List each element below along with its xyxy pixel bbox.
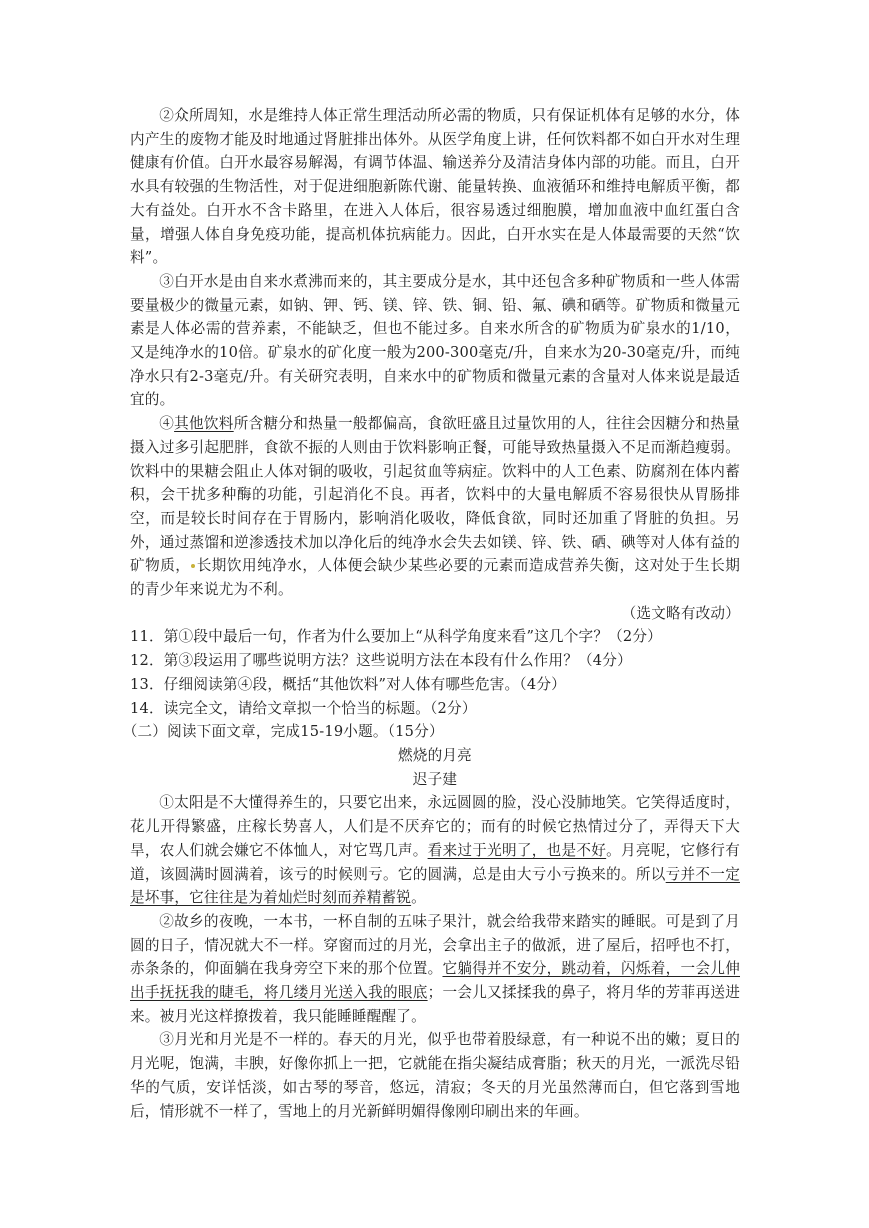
underlined-sentence-3: 它躺得并不安分，跳动着，闪烁着，一会儿伸出手抚抚我的睫毛，将几缕月光送入我的眼底 — [130, 960, 740, 1002]
question-12: 12．第③段运用了哪些说明方法？这些说明方法在本段有什么作用？（4分） — [130, 652, 632, 670]
paragraph-2: ②众所周知，水是维持人体正常生理活动所必需的物质，只有保证机体有足够的水分，体内产生的废物才能及时地通过肾脏排出体外。从医学角度上讲，任何饮料都不如白开水对生理健康有价值。白开水最容易解渴，有调节体温、输送养分及清洁身体内部的功能。而且，白开水具有较强的生物活性，对于促进细胞新陈代谢、能量转换、血液循环和维持电解质平衡，都大有益处。白开水不含卡路里，在进入人体后，很容易透过细胞膜，增加血液中血红蛋白含量，增强人体自身免疫功能，提高机体抗病能力。因此，白开水实在是人体最需要的天然“饮料”。 — [130, 107, 740, 267]
article-paragraph-1 — [130, 791, 740, 910]
underlined-sentence-2: 亏并不一定是坏事，它往往是为着灿烂时刻而养精蓄锐 — [130, 865, 740, 907]
question-13: 13．仔细阅读第④段，概括“其他饮料”对人体有哪些危害。（4分） — [130, 675, 566, 693]
underlined-phrase-other-drinks: 其他饮料 — [174, 415, 234, 433]
article-p1-text-b: 。月亮呢，它修行有道，该圆满时圆满着，该亏的时候则亏。它的圆满，总是由大亏小亏换来的。所以 — [130, 841, 740, 883]
paragraph-4-text-a: 所含糖分和热量一般都偏高，食欲旺盛且过量饮用的人，往往会因糖分和热量摄入过多引起肥胖，食欲不振的人则由于饮料影响正餐，可能导致热量摄入不足而渐趋瘦弱。饮料中的果糖会阻止人体对铜的吸收，引起贫血等病症。饮料中的人工色素、防腐剂在体内蓄积，会干扰多种酶的功能，引起消化不良。再者，饮料中的大量电解质不容易很快从胃肠排空，而是较长时间存在于胃肠内，影响消化吸收，降低食欲，同时还加重了肾脏的负担。另外，通过蒸馏和逆渗透技术加以净化后的纯净水会失去如镁、锌、铁、硒、碘等对人体有益的矿物质， — [130, 415, 741, 575]
paragraph-4-number: ④ — [159, 415, 175, 433]
article-p2-text-b: ；一会儿又揉揉我的鼻子，将月华的芳菲再送进来。被月光这样撩拨着，我只能睡睡醒醒了。 — [130, 984, 740, 1025]
article-paragraph-2 — [130, 910, 740, 1029]
paragraph-4-text-b: 长期饮用纯净水，人体便会缺少某些必要的元素而造成营养失衡，这对处于生长期的青少年来说尤为不利。 — [130, 557, 740, 599]
article-title: 燃烧的月亮 — [398, 746, 472, 764]
question-14: 14．读完全文，请给文章拟一个恰当的标题。（2分） — [130, 699, 477, 717]
article-p1-text-a: ①太阳是不大懂得养生的，只要它出来，永远圆圆的脸，没心没肺地笑。它笑得适度时，花儿开得繁盛，庄稼长势喜人，人们是不厌弃它的；而有的时候它热情过分了，弄得天下大旱，农人们就会嫌它不体恤人，对它骂几声。 — [130, 794, 740, 859]
article-p1-text-c: 。 — [411, 889, 426, 907]
article-paragraph-3: ③月光和月光是不一样的。春天的月光，似乎也带着股绿意，有一种说不出的嫩；夏日的月光呢，饱满，丰腴，好像你抓上一把，它就能在指尖凝结成膏脂；秋天的月光，一派洗尽铅华的气质，安详恬淡，如古琴的琴音，悠远，清寂；冬天的月光虽然薄而白，但它落到雪地后，情形就不一样了，雪地上的月光新鲜明媚得像刚印刷出来的年画。 — [130, 1031, 740, 1120]
article-p2-text-a: ②故乡的夜晚，一本书，一杯自制的五味子果汁，就会给我带来踏实的睡眠。可是到了月圆的日子，情况就大不一样。穿窗而过的月光，会拿出主子的做派，进了屋后，招呼也不打，赤条条的，仰面躺在我身旁空下来的那个位置。 — [130, 912, 740, 978]
document-body — [122, 104, 741, 1123]
underlined-sentence-1: 看来过于光明了，也是不好 — [427, 841, 607, 859]
section-2-heading: （二）阅读下面文章，完成15-19小题。（15分） — [122, 723, 444, 741]
paragraph-4 — [130, 412, 740, 602]
paragraph-3: ③白开水是由自来水煮沸而来的，其主要成分是水，其中还包含多种矿物质和一些人体需要量极少的微量元素，如钠、钾、钙、镁、锌、铁、铜、铅、氟、碘和硒等。矿物质和微量元素是人体必需的营养素，不能缺乏，但也不能过多。自来水所含的矿物质为矿泉水的1/10，又是纯净水的10倍。矿泉水的矿化度一般为200-300毫克/升，自来水为20-30毫克/升，而纯净水只有2-3毫克/升。有关研究表明，自来水中的矿物质和微量元素的含量对人体来说是最适宜的。 — [130, 272, 740, 409]
stray-mark — [191, 564, 195, 568]
question-11: 11．第①段中最后一句，作者为什么要加上“从科学角度来看”这几个字？（2分） — [130, 628, 662, 646]
article-author: 迟子建 — [412, 770, 458, 788]
source-note: （选文略有改动） — [621, 604, 740, 622]
